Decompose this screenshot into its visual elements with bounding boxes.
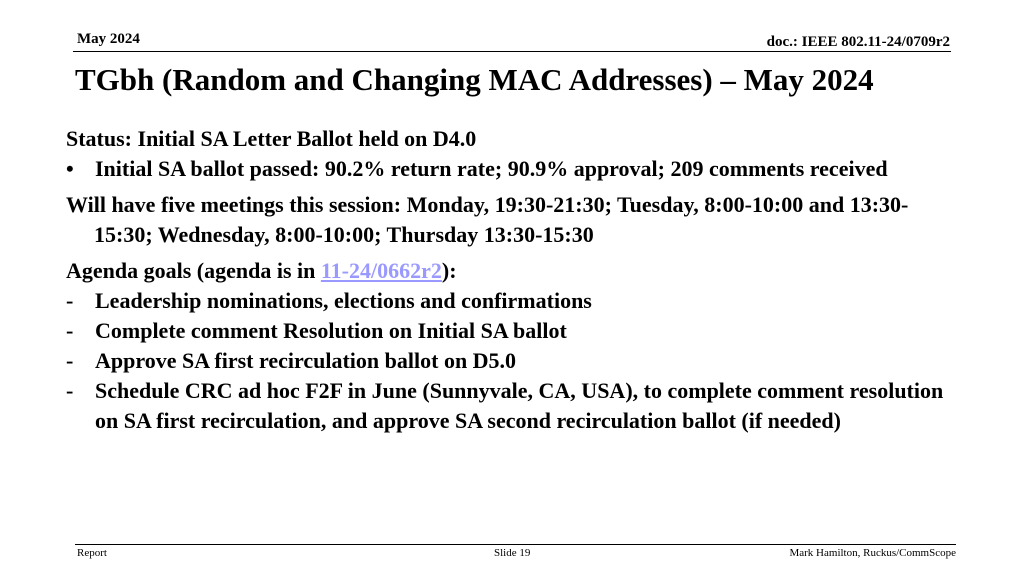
status-bullet-item <box>66 154 956 184</box>
agenda-suffix: ): <box>441 258 457 283</box>
bullet-marker: • <box>66 156 74 181</box>
status-heading: Status: Initial SA Letter Ballot held on D4.0 <box>66 126 477 151</box>
dash-marker: - <box>66 288 74 313</box>
agenda-item-text: Approve SA first recirculation ballot on D5.0 <box>95 348 517 373</box>
slide-title: TGbh (Random and Changing MAC Addresses) – May 2024 <box>75 62 874 97</box>
footer-divider <box>75 544 956 545</box>
footer-left: Report <box>77 547 107 559</box>
dash-marker: - <box>66 378 74 403</box>
agenda-prefix: Agenda goals (agenda is in <box>66 258 321 283</box>
slide-body <box>66 124 956 436</box>
agenda-item-text: Complete comment Resolution on Initial SA ballot <box>95 318 567 343</box>
agenda-item <box>66 346 956 376</box>
agenda-item <box>66 376 956 436</box>
status-bullet-text: Initial SA ballot passed: 90.2% return rate; 90.9% approval; 209 comments received <box>95 156 888 181</box>
agenda-item <box>66 316 956 346</box>
header-divider <box>73 51 951 52</box>
header-doc-id: doc.: IEEE 802.11-24/0709r2 <box>766 34 950 50</box>
dash-marker: - <box>66 348 74 373</box>
agenda-heading <box>66 256 956 286</box>
footer-author: Mark Hamilton, Ruckus/CommScope <box>789 547 956 559</box>
agenda-item-text: Leadership nominations, elections and confirmations <box>95 288 592 313</box>
slide-number: Slide 19 <box>494 547 531 559</box>
agenda-item <box>66 286 956 316</box>
agenda-item-text: Schedule CRC ad hoc F2F in June (Sunnyvale, CA, USA), to complete comment resolution on SA first recirculation, and approve SA second recirculation ballot (if needed) <box>95 378 944 433</box>
agenda-link[interactable]: 11-24/0662r2 <box>320 258 442 283</box>
header-date: May 2024 <box>77 31 140 47</box>
meetings-paragraph: Will have five meetings this session: Monday, 19:30-21:30; Tuesday, 8:00-10:00 and 13:30-15:30; Wednesday, 8:00-10:00; Thursday 13:30-15:30 <box>66 192 909 247</box>
dash-marker: - <box>66 318 74 343</box>
